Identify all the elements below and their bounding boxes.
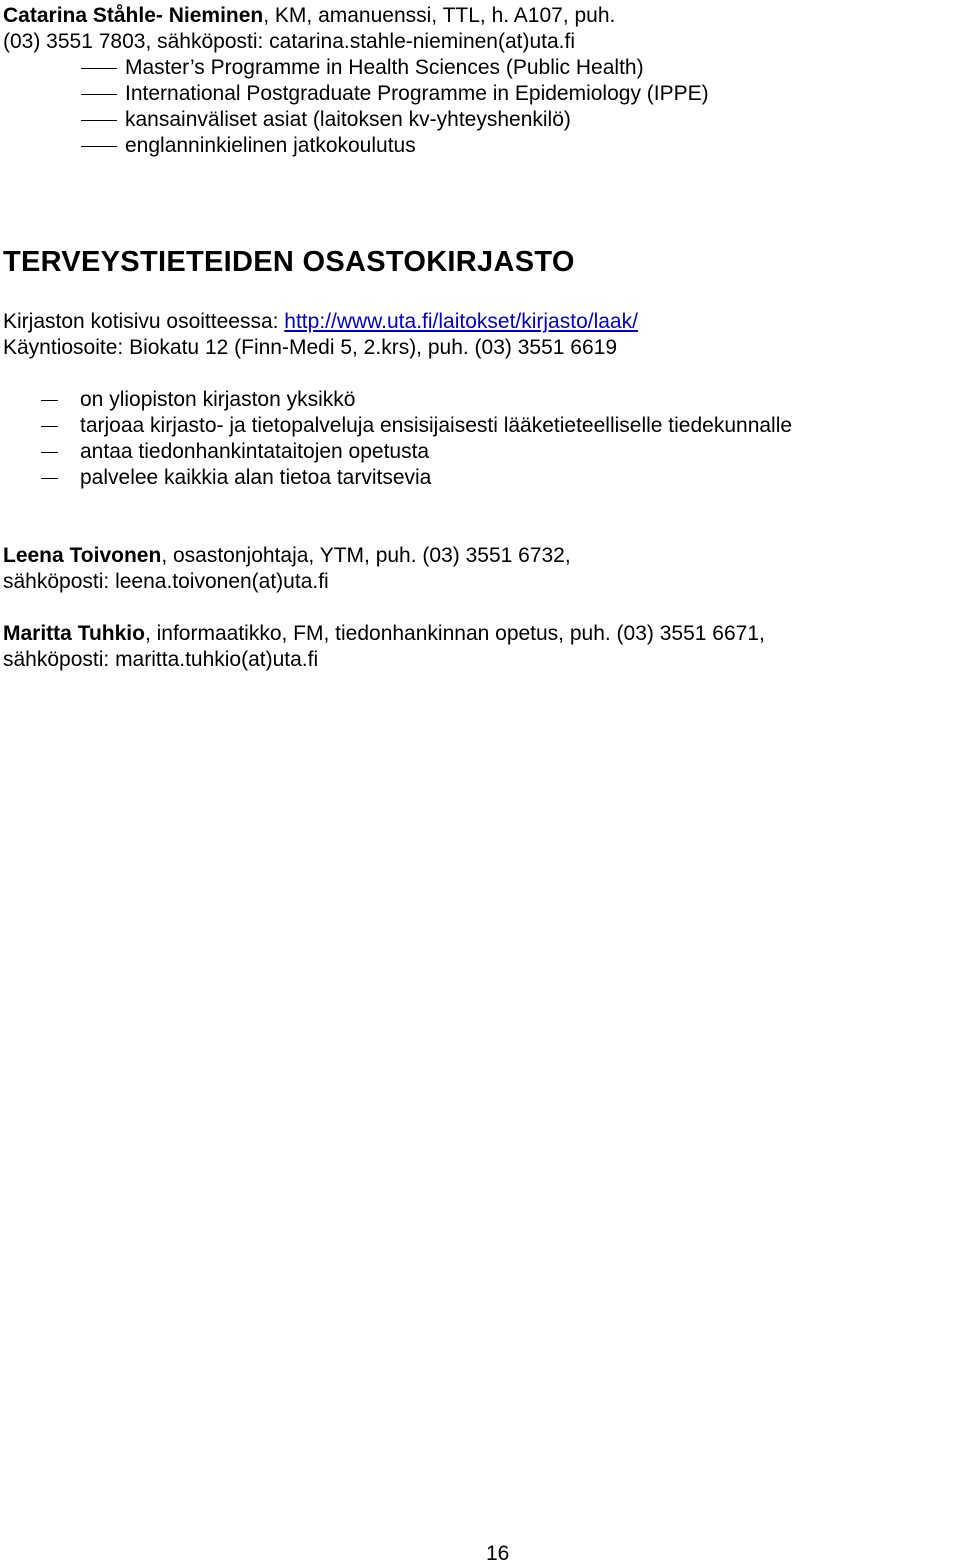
dash-icon bbox=[41, 426, 58, 427]
library-point: palvelee kaikkia alan tietoa tarvitsevia bbox=[80, 466, 432, 489]
staff-toivonen-email: sähköposti: leena.toivonen(at)uta.fi bbox=[3, 570, 329, 593]
duty-item: Master’s Programme in Health Sciences (Public Health) bbox=[125, 56, 644, 79]
duty-item: kansainväliset asiat (laitoksen kv-yhteyshenkilö) bbox=[125, 108, 571, 131]
staff-name: Maritta Tuhkio bbox=[3, 622, 145, 645]
library-homepage-line bbox=[3, 309, 638, 335]
dash-icon bbox=[81, 146, 117, 147]
dash-icon bbox=[81, 68, 117, 69]
contact-details: , KM, amanuenssi, TTL, h. A107, puh. bbox=[263, 4, 616, 27]
page-number: 16 bbox=[486, 1542, 510, 1565]
staff-tuhkio-line1 bbox=[3, 621, 765, 647]
staff-details: , osastonjohtaja, YTM, puh. (03) 3551 6732, bbox=[161, 544, 571, 567]
dash-icon bbox=[81, 120, 117, 121]
duty-item: International Postgraduate Programme in Epidemiology (IPPE) bbox=[125, 82, 709, 105]
duty-item: englanninkielinen jatkokoulutus bbox=[125, 134, 416, 157]
contact-name: Catarina Ståhle- Nieminen bbox=[3, 4, 264, 27]
staff-toivonen-line1 bbox=[3, 543, 571, 569]
staff-tuhkio-email: sähköposti: maritta.tuhkio(at)uta.fi bbox=[3, 648, 319, 671]
staff-details: , informaatikko, FM, tiedonhankinnan opetus, puh. (03) 3551 6671, bbox=[144, 622, 765, 645]
library-point: antaa tiedonhankintataitojen opetusta bbox=[80, 440, 430, 463]
library-heading: TERVEYSTIETEIDEN OSASTOKIRJASTO bbox=[3, 246, 575, 278]
library-point: tarjoaa kirjasto- ja tietopalveluja ensisijaisesti lääketieteelliselle tiedekunnalle bbox=[80, 414, 793, 437]
homepage-label: Kirjaston kotisivu osoitteessa: bbox=[3, 310, 285, 333]
library-address: Käyntiosoite: Biokatu 12 (Finn-Medi 5, 2.krs), puh. (03) 3551 6619 bbox=[3, 336, 618, 359]
library-point: on yliopiston kirjaston yksikkö bbox=[80, 388, 356, 411]
staff-name: Leena Toivonen bbox=[3, 544, 162, 567]
homepage-link[interactable]: http://www.uta.fi/laitokset/kirjasto/laak/ bbox=[284, 310, 638, 333]
contact-catarina-line2: (03) 3551 7803, sähköposti: catarina.stahle-nieminen(at)uta.fi bbox=[3, 30, 576, 53]
dash-icon bbox=[41, 400, 58, 401]
dash-icon bbox=[41, 478, 58, 479]
contact-catarina-line1 bbox=[3, 3, 615, 29]
dash-icon bbox=[81, 94, 117, 95]
dash-icon bbox=[41, 452, 58, 453]
